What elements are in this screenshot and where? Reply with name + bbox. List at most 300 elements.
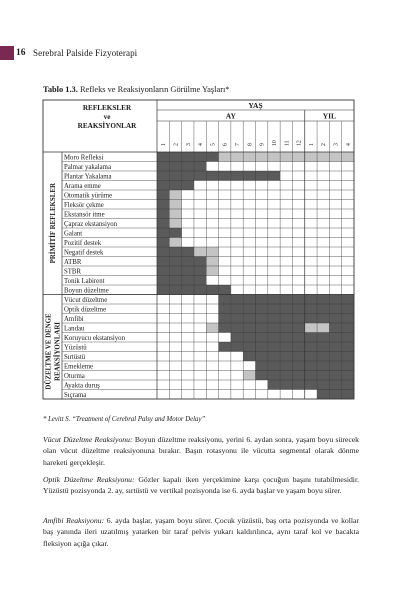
table-cell: [305, 314, 317, 324]
table-cell: [292, 171, 304, 181]
table-cell: [305, 247, 317, 257]
table-cell: [157, 266, 169, 276]
table-cell: [243, 181, 255, 191]
table-cell: [157, 352, 169, 362]
table-cell: [342, 209, 354, 219]
table-cell: [292, 323, 304, 333]
table-cell: [206, 219, 218, 229]
column-number: 10: [271, 140, 278, 146]
table-cell: [169, 285, 181, 295]
table-cell: [206, 285, 218, 295]
table-cell: [231, 266, 243, 276]
row-label: Ekstansör itme: [64, 211, 105, 219]
table-cell: [231, 333, 243, 343]
table-cell: [231, 209, 243, 219]
table-cell: [329, 247, 341, 257]
table-cell: [256, 342, 268, 352]
table-cell: [342, 390, 354, 400]
table-cell: [305, 371, 317, 381]
table-cell: [317, 266, 329, 276]
table-cell: [243, 380, 255, 390]
table-cell: [157, 304, 169, 314]
table-cell: [206, 228, 218, 238]
table-cell: [280, 371, 292, 381]
table-cell: [243, 257, 255, 267]
table-cell: [157, 390, 169, 400]
head-ay: AY: [225, 111, 236, 121]
table-cell: [231, 247, 243, 257]
table-cell: [268, 238, 280, 248]
table-cell: [305, 200, 317, 210]
table-cell: [194, 152, 206, 162]
table-cell: [219, 276, 231, 286]
column-number: 3: [333, 143, 340, 146]
table-cell: [292, 333, 304, 343]
table-cell: [194, 304, 206, 314]
table-cell: [231, 181, 243, 191]
table-cell: [342, 304, 354, 314]
table-cell: [243, 285, 255, 295]
table-cell: [194, 257, 206, 267]
table-cell: [268, 181, 280, 191]
table-cell: [280, 152, 292, 162]
table-cell: [169, 361, 181, 371]
table-cell: [219, 181, 231, 191]
table-cell: [280, 333, 292, 343]
row-label: Plantar Yakalama: [64, 173, 112, 181]
table-cell: [317, 209, 329, 219]
table-cell: [292, 190, 304, 200]
column-number: 12: [296, 140, 303, 146]
table-cell: [157, 371, 169, 381]
table-cell: [243, 323, 255, 333]
table-cell: [206, 304, 218, 314]
row-label: Pozitif destek: [64, 239, 102, 247]
column-number: 4: [345, 143, 352, 146]
caption-text: Refleks ve Reaksiyonların Görülme Yaşları*: [79, 85, 230, 94]
table-cell: [280, 238, 292, 248]
para-lead: Vücut Düzeltme Reaksiyonu:: [43, 435, 133, 444]
table-cell: [256, 152, 268, 162]
table-cell: [182, 162, 194, 172]
table-cell: [342, 380, 354, 390]
table-cell: [317, 390, 329, 400]
table-cell: [317, 247, 329, 257]
table-cell: [292, 162, 304, 172]
table-cell: [342, 295, 354, 305]
table-cell: [206, 190, 218, 200]
table-cell: [305, 152, 317, 162]
table-cell: [280, 162, 292, 172]
table-cell: [305, 190, 317, 200]
table-cell: [329, 181, 341, 191]
table-cell: [280, 257, 292, 267]
table-cell: [329, 380, 341, 390]
table-cell: [169, 342, 181, 352]
table-cell: [219, 361, 231, 371]
row-label: Otomatik yürüme: [64, 192, 113, 200]
table-cell: [206, 209, 218, 219]
table-cell: [231, 257, 243, 267]
table-cell: [256, 361, 268, 371]
table-cell: [256, 352, 268, 362]
table-cell: [329, 266, 341, 276]
table-cell: [243, 171, 255, 181]
table-cell: [182, 295, 194, 305]
table-cell: [280, 200, 292, 210]
table-cell: [292, 304, 304, 314]
table-cell: [329, 171, 341, 181]
table-cell: [256, 266, 268, 276]
table-cell: [280, 228, 292, 238]
table-cell: [194, 352, 206, 362]
table-cell: [268, 162, 280, 172]
table-cell: [268, 285, 280, 295]
column-number: 1: [308, 143, 315, 146]
table-cell: [182, 304, 194, 314]
table-cell: [256, 333, 268, 343]
table-cell: [194, 361, 206, 371]
table-cell: [280, 390, 292, 400]
table-footnote: * Levitt S. “Treatment of Cerebral Palsy and Motor Delay”: [43, 416, 206, 423]
table-cell: [243, 276, 255, 286]
table-cell: [194, 228, 206, 238]
table-cell: [317, 304, 329, 314]
table-cell: [243, 333, 255, 343]
table-cell: [231, 171, 243, 181]
table-cell: [231, 200, 243, 210]
table-cell: [243, 371, 255, 381]
table-cell: [305, 209, 317, 219]
table-cell: [305, 361, 317, 371]
table-cell: [219, 285, 231, 295]
table-cell: [243, 352, 255, 362]
table-cell: [206, 371, 218, 381]
table-cell: [292, 314, 304, 324]
row-label: ATBR: [64, 258, 82, 266]
table-cell: [219, 371, 231, 381]
page-number: 16: [16, 48, 26, 58]
table-cell: [305, 238, 317, 248]
table-cell: [243, 390, 255, 400]
table-cell: [342, 200, 354, 210]
table-cell: [182, 209, 194, 219]
table-cell: [268, 209, 280, 219]
table-cell: [268, 228, 280, 238]
table-cell: [305, 285, 317, 295]
para-text: Boyun düzeltme reaksiyonu, yerini 6. aydan sonra, yaşam boyu sürecek olan vücut düzeltme reaksiyonuna bırakır. Başın rotasyonu ile vücutta segmental olarak dönme hareketi gerçekleşir.: [43, 435, 360, 467]
table-cell: [182, 276, 194, 286]
table-cell: [243, 162, 255, 172]
table-cell: [231, 314, 243, 324]
table-cell: [206, 247, 218, 257]
table-cell: [317, 314, 329, 324]
table-cell: [169, 181, 181, 191]
table-cell: [256, 190, 268, 200]
table-cell: [243, 342, 255, 352]
table-cell: [243, 200, 255, 210]
table-cell: [219, 323, 231, 333]
table-cell: [342, 152, 354, 162]
table-cell: [292, 342, 304, 352]
table-cell: [292, 200, 304, 210]
table-cell: [317, 238, 329, 248]
table-cell: [157, 333, 169, 343]
row-label: Çapraz ekstansiyon: [64, 220, 118, 228]
table-cell: [256, 314, 268, 324]
table-cell: [280, 209, 292, 219]
table-cell: [317, 323, 329, 333]
table-cell: [329, 238, 341, 248]
table-cell: [194, 219, 206, 229]
table-cell: [219, 247, 231, 257]
table-cell: [157, 285, 169, 295]
table-cell: [329, 190, 341, 200]
table-cell: [243, 219, 255, 229]
table-cell: [206, 200, 218, 210]
table-cell: [342, 247, 354, 257]
para-lead: Amfibi Reaksiyonu:: [43, 516, 105, 525]
table-cell: [231, 190, 243, 200]
table-cell: [243, 361, 255, 371]
table-cell: [231, 295, 243, 305]
table-cell: [342, 181, 354, 191]
table-cell: [157, 238, 169, 248]
table-cell: [157, 228, 169, 238]
paragraph-vucut: [43, 434, 359, 468]
table-cell: [292, 247, 304, 257]
table-cell: [280, 171, 292, 181]
table-cell: [206, 257, 218, 267]
table-cell: [256, 323, 268, 333]
table-cell: [342, 361, 354, 371]
table-cell: [280, 285, 292, 295]
table-cell: [268, 333, 280, 343]
table-cell: [268, 390, 280, 400]
row-label: STBR: [64, 268, 81, 276]
table-cell: [342, 171, 354, 181]
table-cell: [219, 342, 231, 352]
table-cell: [256, 295, 268, 305]
table-cell: [268, 314, 280, 324]
table-cell: [329, 219, 341, 229]
table-cell: [157, 152, 169, 162]
table-cell: [268, 257, 280, 267]
table-cell: [268, 266, 280, 276]
table-cell: [182, 333, 194, 343]
table-cell: [317, 276, 329, 286]
table-cell: [292, 238, 304, 248]
table-cell: [342, 238, 354, 248]
table-cell: [329, 342, 341, 352]
table-cell: [317, 152, 329, 162]
table-cell: [194, 276, 206, 286]
table-cell: [182, 228, 194, 238]
table-cell: [268, 361, 280, 371]
table-cell: [157, 361, 169, 371]
table-cell: [157, 257, 169, 267]
table-cell: [169, 266, 181, 276]
table-cell: [268, 276, 280, 286]
table-cell: [280, 276, 292, 286]
table-cell: [292, 285, 304, 295]
table-cell: [256, 181, 268, 191]
para-lead: Optik Düzeltme Reaksiyonu:: [43, 475, 135, 484]
table-cell: [243, 304, 255, 314]
table-cell: [169, 276, 181, 286]
table-cell: [317, 257, 329, 267]
row-label: Galant: [64, 230, 83, 238]
head-reaksiyonlar: REAKSİYONLAR: [77, 122, 137, 130]
table-cell: [182, 266, 194, 276]
table-cell: [317, 200, 329, 210]
para-text: Gözler kapalı iken yerçekimine karşı çocuğun başını tutabilmesidir. Yüzüstü pozisyonda 2. ay, sırtüstü ve vertikal pozisyonda ise 6. ayda başlar ve yaşam boyu sürer.: [43, 475, 360, 496]
row-label: Palmar yakalama: [64, 163, 111, 171]
table-cell: [219, 380, 231, 390]
table-cell: [206, 171, 218, 181]
row-label: Vücut düzeltme: [64, 296, 108, 304]
head-yil: YIL: [322, 111, 337, 121]
table-cell: [169, 295, 181, 305]
table-cell: [169, 323, 181, 333]
table-cell: [194, 266, 206, 276]
table-cell: [329, 295, 341, 305]
table-cell: [280, 342, 292, 352]
table-cell: [157, 380, 169, 390]
table-cell: [329, 390, 341, 400]
table-cell: [342, 257, 354, 267]
table-cell: [305, 390, 317, 400]
table-cell: [292, 219, 304, 229]
row-label: Emekleme: [64, 363, 94, 371]
table-cell: [169, 190, 181, 200]
table-cell: [317, 342, 329, 352]
table-cell: [182, 371, 194, 381]
table-cell: [182, 323, 194, 333]
table-cell: [305, 257, 317, 267]
row-label: Fleksör çekme: [64, 201, 104, 209]
table-cell: [317, 295, 329, 305]
table-cell: [194, 371, 206, 381]
table-cell: [206, 238, 218, 248]
table-cell: [305, 219, 317, 229]
table-cell: [280, 361, 292, 371]
table-cell: [292, 276, 304, 286]
table-cell: [157, 342, 169, 352]
table-cell: [280, 181, 292, 191]
table-cell: [157, 247, 169, 257]
table-cell: [206, 390, 218, 400]
table-cell: [219, 314, 231, 324]
table-cell: [206, 342, 218, 352]
table-cell: [231, 276, 243, 286]
table-cell: [342, 228, 354, 238]
table-cell: [256, 390, 268, 400]
table-cell: [317, 285, 329, 295]
table-cell: [342, 352, 354, 362]
table-cell: [305, 342, 317, 352]
table-cell: [317, 181, 329, 191]
table-cell: [329, 323, 341, 333]
table-cell: [219, 228, 231, 238]
table-cell: [305, 323, 317, 333]
row-label: Ayakta duruş: [64, 382, 100, 390]
column-number: 5: [210, 143, 217, 146]
table-cell: [256, 219, 268, 229]
table-cell: [206, 181, 218, 191]
table-cell: [182, 352, 194, 362]
table-cell: [182, 314, 194, 324]
table-cell: [157, 200, 169, 210]
table-cell: [268, 342, 280, 352]
table-cell: [206, 333, 218, 343]
table-cell: [206, 276, 218, 286]
table-cell: [194, 314, 206, 324]
table-cell: [317, 162, 329, 172]
table-cell: [182, 171, 194, 181]
table-cell: [268, 171, 280, 181]
table-cell: [280, 314, 292, 324]
table-cell: [182, 342, 194, 352]
table-cell: [280, 219, 292, 229]
table-cell: [182, 238, 194, 248]
table-cell: [280, 190, 292, 200]
table-cell: [182, 390, 194, 400]
table-cell: [157, 162, 169, 172]
table-cell: [219, 295, 231, 305]
table-cell: [169, 238, 181, 248]
row-label: Negatif destek: [64, 249, 104, 257]
table-cell: [268, 247, 280, 257]
table-cell: [268, 323, 280, 333]
table-cell: [169, 200, 181, 210]
table-cell: [206, 323, 218, 333]
table-cell: [305, 228, 317, 238]
table-cell: [206, 266, 218, 276]
table-cell: [292, 228, 304, 238]
row-label: Moro Refleksi: [64, 154, 104, 162]
table-cell: [157, 295, 169, 305]
table-cell: [329, 152, 341, 162]
row-label: Amfibi: [64, 315, 84, 323]
table-cell: [317, 380, 329, 390]
table-cell: [194, 209, 206, 219]
table-cell: [256, 228, 268, 238]
table-cell: [305, 276, 317, 286]
table-cell: [157, 314, 169, 324]
table-cell: [169, 247, 181, 257]
row-label: Sırtüstü: [64, 353, 86, 361]
table-cell: [256, 380, 268, 390]
head-yas: YAŞ: [248, 101, 263, 110]
table-cell: [268, 295, 280, 305]
table-cell: [206, 361, 218, 371]
table-cell: [194, 162, 206, 172]
table-cell: [329, 371, 341, 381]
table-cell: [219, 200, 231, 210]
table-cell: [194, 342, 206, 352]
column-number: 1: [161, 143, 168, 146]
table-cell: [342, 219, 354, 229]
paragraph-optik: [43, 474, 359, 497]
table-cell: [243, 266, 255, 276]
table-cell: [231, 361, 243, 371]
table-cell: [169, 333, 181, 343]
table-cell: [256, 209, 268, 219]
table-cell: [342, 333, 354, 343]
table-cell: [231, 162, 243, 172]
table-cell: [194, 238, 206, 248]
